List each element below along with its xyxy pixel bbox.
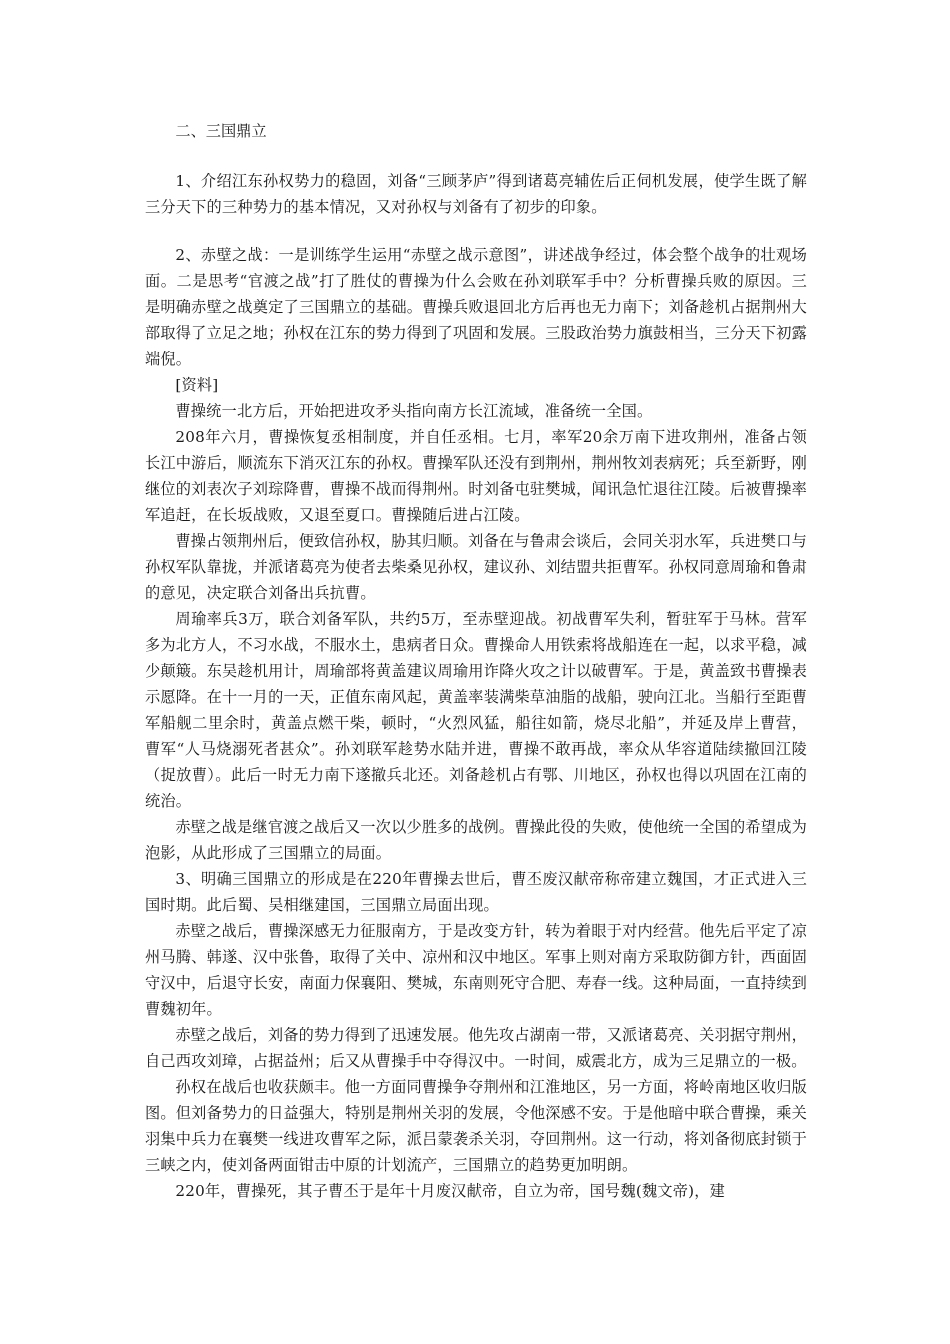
paragraph-220-caopi: 220年，曹操死，其子曹丕于是年十月废汉献帝，自立为帝，国号魏(魏文帝)，建 xyxy=(175,1182,726,1200)
document-page xyxy=(145,118,807,1204)
paragraph-jingzhou-letter: 曹操占领荆州后，便致信孙权，胁其归顺。刘备在与鲁肃会谈后，会同关羽水军，兵进樊口与孙权军队靠拢，并派诸葛亮为使者去柴桑见孙权，建议孙、刘结盟共拒曹军。孙权同意周瑜和鲁肃的意见，决定联合刘备出兵抗曹。 xyxy=(145,532,807,602)
paragraph-chibi-battle: 2、赤壁之战：一是训练学生运用“赤壁之战示意图”，讲述战争经过，体会整个战争的壮观场面。二是思考“官渡之战”打了胜仗的曹操为什么会败在孙刘联军手中？分析曹操兵败的原因。三是明确赤壁之战奠定了三国鼎立的基础。曹操兵败退回北方后再也无力南下；刘备趁机占据荆州大部取得了立足之地；孙权在江东的势力得到了巩固和发展。三股政治势力旗鼓相当，三分天下初露端倪。 xyxy=(145,246,807,368)
paragraph-intro-sunquan: 1、介绍江东孙权势力的稳固，刘备“三顾茅庐”得到诸葛亮辅佐后正伺机发展，使学生既了解三分天下的三种势力的基本情况，又对孙权与刘备有了初步的印象。 xyxy=(145,172,807,216)
paragraph-caocao-after-chibi: 赤壁之战后，曹操深感无力征服南方，于是改变方针，转为着眼于对内经营。他先后平定了凉州马腾、韩遂、汉中张鲁，取得了关中、凉州和汉中地区。军事上则对南方采取防御方针，西面固守汉中，后退守长安，南面力保襄阳、樊城，东南则死守合肥、寿春一线。这种局面，一直持续到曹魏初年。 xyxy=(145,922,807,1018)
paragraph-sunquan-after-chibi: 孙权在战后也收获颇丰。他一方面同曹操争夺荆州和江淮地区，另一方面，将岭南地区收归版图。但刘备势力的日益强大，特别是荆州关羽的发展，令他深感不安。于是他暗中联合曹操，乘关羽集中兵力在襄樊一线进攻曹军之际，派吕蒙袭杀关羽，夺回荆州。这一行动，将刘备彻底封锁于三峡之内，使刘备两面钳击中原的计划流产，三国鼎立的趋势更加明朗。 xyxy=(145,1078,807,1174)
paragraph-zhouyu-fire: 周瑜率兵3万，联合刘备军队，共约5万，至赤壁迎战。初战曹军失利，暂驻军于马林。营军多为北方人，不习水战，不服水土，患病者日众。曹操命人用铁索将战船连在一起，以求平稳，减少颠簸。东吴趁机用计，周瑜部将黄盖建议周瑜用诈降火攻之计以破曹军。于是，黄盖致书曹操表示愿降。在十一月的一天，正值东南风起，黄盖率装满柴草油脂的战船，驶向江北。当船行至距曹军船舰二里余时，黄盖点燃干柴，顿时，“火烈风猛，船往如箭，烧尽北船”，并延及岸上曹营，曹军“人马烧溺死者甚众”。孙刘联军趁势水陆并进，曹操不敢再战，率众从华容道陆续撤回江陵（捉放曹）。此后一时无力南下遂撤兵北还。刘备趁机占有鄂、川地区，孙权也得以巩固在江南的统治。 xyxy=(145,610,807,810)
paragraph-materials-label: [资料] xyxy=(175,376,219,394)
paragraph-caocao-unify: 曹操统一北方后，开始把进攻矛头指向南方长江流域，准备统一全国。 xyxy=(175,402,653,420)
paragraph-three-kingdoms-formation: 3、明确三国鼎立的形成是在220年曹操去世后，曹丕废汉献帝称帝建立魏国，才正式进入三国时期。此后蜀、吴相继建国，三国鼎立局面出现。 xyxy=(145,870,807,914)
paragraph-liubei-after-chibi: 赤壁之战后，刘备的势力得到了迅速发展。他先攻占湖南一带，又派诸葛亮、关羽据守荆州，自己西攻刘璋，占据益州；后又从曹操手中夺得汉中。一时间，威震北方，成为三足鼎立的一极。 xyxy=(145,1026,807,1070)
section-heading: 二、三国鼎立 xyxy=(175,122,267,140)
paragraph-chibi-significance: 赤壁之战是继官渡之战后又一次以少胜多的战例。曹操此役的失败，使他统一全国的希望成为泡影，从此形成了三国鼎立的局面。 xyxy=(145,818,807,862)
paragraph-208-june: 208年六月，曹操恢复丞相制度，并自任丞相。七月，率军20余万南下进攻荆州，准备占领长江中游后，顺流东下消灭江东的孙权。曹操军队还没有到荆州，荆州牧刘表病死；兵至新野，刚继位的刘表次子刘琮降曹，曹操不战而得荆州。时刘备屯驻樊城，闻讯急忙退往江陵。后被曹操率军追赶，在长坂战败，又退至夏口。曹操随后进占江陵。 xyxy=(145,428,807,524)
